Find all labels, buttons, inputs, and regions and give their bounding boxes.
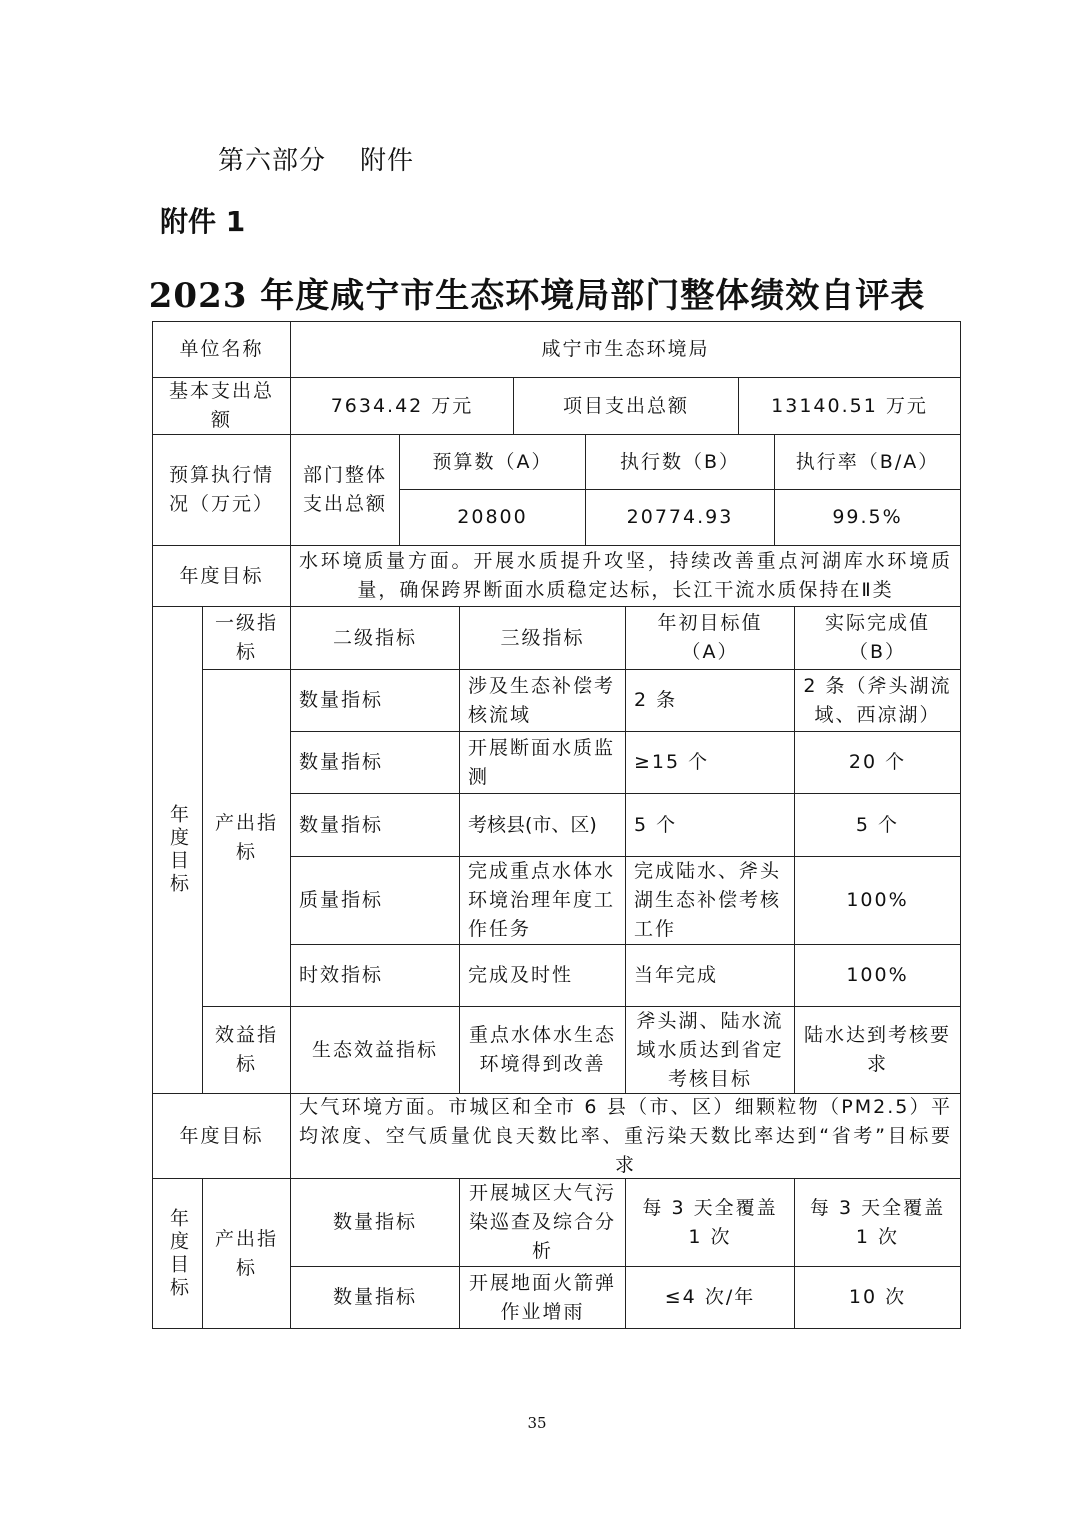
table-row-l3: 重点水体水生态环境得到改善 xyxy=(459,1006,626,1094)
header-actual: 实际完成值（B） xyxy=(794,606,961,670)
budget-value-rate: 99.5% xyxy=(774,489,961,546)
table-row-actual: 2 条（斧头湖流域、西凉湖） xyxy=(794,669,961,732)
table-row-l2: 数量指标 xyxy=(290,731,460,794)
table-row-l2: 生态效益指标 xyxy=(290,1006,460,1094)
section-heading xyxy=(218,140,414,177)
table-row-actual: 每 3 天全覆盖 1 次 xyxy=(794,1178,961,1267)
table-row-target: 斧头湖、陆水流域水质达到省定考核目标 xyxy=(625,1006,795,1094)
table-row-l3: 考核县(市、区) xyxy=(459,793,626,857)
table-row-actual: 陆水达到考核要求 xyxy=(794,1006,961,1094)
table-row-l3: 开展断面水质监测 xyxy=(459,731,626,794)
goal1-text: 水环境质量方面。开展水质提升攻坚，持续改善重点河湖库水环境质量，确保跨界断面水质稳定达标，长江干流水质保持在Ⅱ类 xyxy=(290,545,961,607)
table-row-l2: 数量指标 xyxy=(290,793,460,857)
benefit-indicator-label: 效益指标 xyxy=(202,1006,291,1094)
page-title: 2023 年度咸宁市生态环境局部门整体绩效自评表 xyxy=(148,276,926,316)
budget-header-rate: 执行率（B/A） xyxy=(774,434,961,490)
table-row-l2: 时效指标 xyxy=(290,944,460,1007)
budget-value-a: 20800 xyxy=(399,489,586,546)
budget-sub-label: 部门整体支出总额 xyxy=(290,434,400,546)
table-row-target: 2 条 xyxy=(625,669,795,732)
output-indicator-label: 产出指标 xyxy=(202,669,291,1007)
indicators2-side-label: 年度目标 xyxy=(152,1178,203,1329)
table-row-l3: 开展城区大气污染巡查及综合分析 xyxy=(459,1178,626,1267)
unit-label: 单位名称 xyxy=(152,321,291,378)
goal2-text: 大气环境方面。市城区和全市 6 县（市、区）细颗粒物（PM2.5）平均浓度、空气质量优良天数比率、重污染天数比率达到“省考”目标要求 xyxy=(290,1093,961,1179)
table-row-target: ≤4 次/年 xyxy=(625,1266,795,1329)
header-target: 年初目标值（A） xyxy=(625,606,795,670)
budget-value-b: 20774.93 xyxy=(585,489,775,546)
table-row-l3: 涉及生态补偿考核流域 xyxy=(459,669,626,732)
table-row-target: 5 个 xyxy=(625,793,795,857)
table-row-actual: 5 个 xyxy=(794,793,961,857)
table-row-l2: 质量指标 xyxy=(290,856,460,945)
table-row-actual: 100% xyxy=(794,944,961,1007)
page-number: 35 xyxy=(527,1414,547,1432)
table-row-target: ≥15 个 xyxy=(625,731,795,794)
annex-label: 附件 1 xyxy=(160,205,246,238)
table-row-l2: 数量指标 xyxy=(290,1266,460,1329)
output2-indicator-label: 产出指标 xyxy=(202,1178,291,1329)
table-row-l2: 数量指标 xyxy=(290,669,460,732)
unit-value: 咸宁市生态环境局 xyxy=(290,321,961,378)
goal1-label: 年度目标 xyxy=(152,545,291,607)
table-row-l3: 完成及时性 xyxy=(459,944,626,1007)
section-name: 附件 xyxy=(360,146,415,176)
goal2-label: 年度目标 xyxy=(152,1093,291,1179)
budget-label: 预算执行情况（万元） xyxy=(152,434,291,546)
header-level2: 二级指标 xyxy=(290,606,460,670)
table-row-actual: 20 个 xyxy=(794,731,961,794)
table-row-target: 每 3 天全覆盖 1 次 xyxy=(625,1178,795,1267)
table-row-l2: 数量指标 xyxy=(290,1178,460,1267)
table-row-l3: 开展地面火箭弹作业增雨 xyxy=(459,1266,626,1329)
budget-header-b: 执行数（B） xyxy=(585,434,775,490)
table-row-target: 当年完成 xyxy=(625,944,795,1007)
basic-value: 7634.42 万元 xyxy=(290,377,514,435)
header-level1: 一级指标 xyxy=(202,606,291,670)
section-part: 第六部分 xyxy=(218,146,327,176)
project-label: 项目支出总额 xyxy=(513,377,739,435)
table-row-target: 完成陆水、斧头湖生态补偿考核工作 xyxy=(625,856,795,945)
project-value: 13140.51 万元 xyxy=(738,377,961,435)
budget-header-a: 预算数（A） xyxy=(399,434,586,490)
indicators-side-label: 年度目标 xyxy=(152,606,203,1094)
table-row-actual: 10 次 xyxy=(794,1266,961,1329)
basic-label: 基本支出总额 xyxy=(152,377,291,435)
header-level3: 三级指标 xyxy=(459,606,626,670)
table-row-l3: 完成重点水体水环境治理年度工作任务 xyxy=(459,856,626,945)
table-row-actual: 100% xyxy=(794,856,961,945)
